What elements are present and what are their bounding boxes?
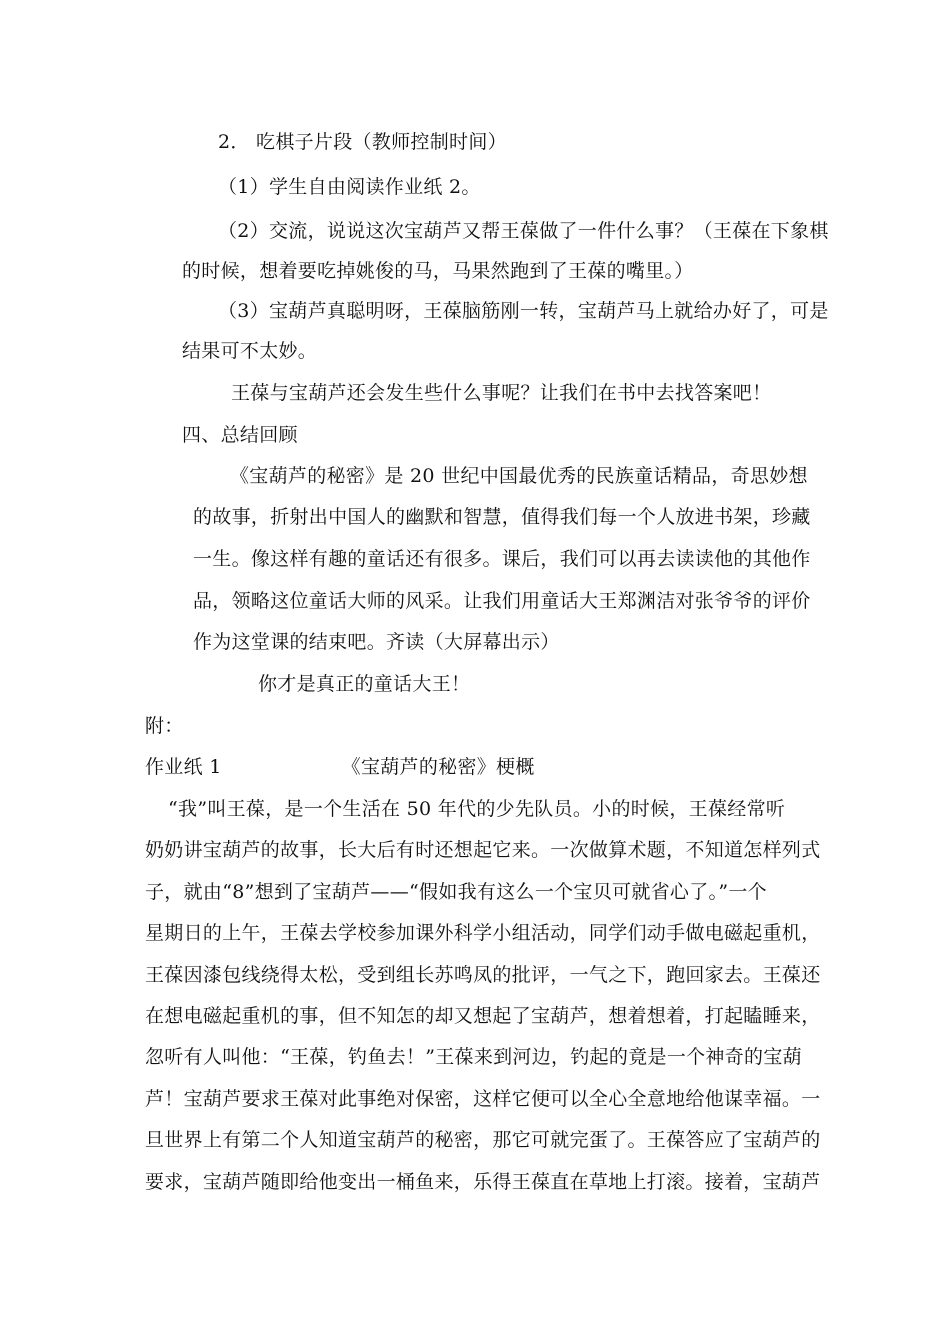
summary-line-1: 《宝葫芦的秘密》是 20 世纪中国最优秀的民族童话精品，奇思妙想 [230,465,808,487]
appendix-label: 附： [145,715,184,737]
section-2-heading: 2． 吃棋子片段（教师控制时间） [218,131,507,153]
synopsis-line: 忽听有人叫他：“王葆，钓鱼去！”王葆来到河边，钓起的竟是一个神奇的宝葫 [145,1046,802,1068]
summary-line-4: 品，领略这位童话大师的风采。让我们用童话大王郑渊洁对张爷爷的评价 [193,590,811,612]
step-1-text: （1）学生自由阅读作业纸 2。 [218,176,481,198]
synopsis-line: 王葆因漆包线绕得太松，受到组长苏鸣凤的批评，一气之下，跑回家去。王葆还 [145,964,821,986]
quote-line: 你才是真正的童话大王！ [258,673,471,695]
synopsis-line: 奶奶讲宝葫芦的故事，长大后有时还想起它来。一次做算术题，不知道怎样列式 [145,839,821,861]
synopsis-line: “我”叫王葆，是一个生活在 50 年代的少先队员。小的时候，王葆经常听 [168,798,786,820]
step-3-line-2: 结果可不太妙。 [182,340,318,362]
summary-line-5: 作为这堂课的结束吧。齐读（大屏幕出示） [193,631,560,653]
synopsis-line: 在想电磁起重机的事，但不知怎的却又想起了宝葫芦，想着想着，打起瞌睡来， [145,1005,821,1027]
worksheet-label: 作业纸 1 [145,756,222,778]
closing-question: 王葆与宝葫芦还会发生些什么事呢？让我们在书中去找答案吧！ [231,382,772,404]
summary-line-3: 一生。像这样有趣的童话还有很多。课后，我们可以再去读读他的其他作 [193,548,811,570]
synopsis-line: 芦！宝葫芦要求王葆对此事绝对保密，这样它便可以全心全意地给他谋幸福。一 [145,1088,821,1110]
step-2-line-1: （2）交流，说说这次宝葫芦又帮王葆做了一件什么事？（王葆在下象棋 [218,220,829,242]
step-2-line-2: 的时候，想着要吃掉姚俊的马，马果然跑到了王葆的嘴里。） [182,260,694,282]
step-3-line-1: （3）宝葫芦真聪明呀，王葆脑筋刚一转，宝葫芦马上就给办好了，可是 [218,300,829,322]
section-4-heading: 四、总结回顾 [182,424,298,446]
synopsis-line: 旦世界上有第二个人知道宝葫芦的秘密，那它可就完蛋了。王葆答应了宝葫芦的 [145,1129,821,1151]
worksheet-heading [145,755,535,779]
synopsis-line: 子，就由“8”想到了宝葫芦——“假如我有这么一个宝贝可就省心了。”一个 [145,881,767,903]
summary-line-2: 的故事，折射出中国人的幽默和智慧，值得我们每一个人放进书架，珍藏 [193,506,811,528]
synopsis-line: 星期日的上午，王葆去学校参加课外科学小组活动，同学们动手做电磁起重机， [145,922,821,944]
worksheet-title: 《宝葫芦的秘密》梗概 [341,756,535,778]
synopsis-line: 要求，宝葫芦随即给他变出一桶鱼来，乐得王葆直在草地上打滚。接着，宝葫芦 [145,1171,821,1193]
